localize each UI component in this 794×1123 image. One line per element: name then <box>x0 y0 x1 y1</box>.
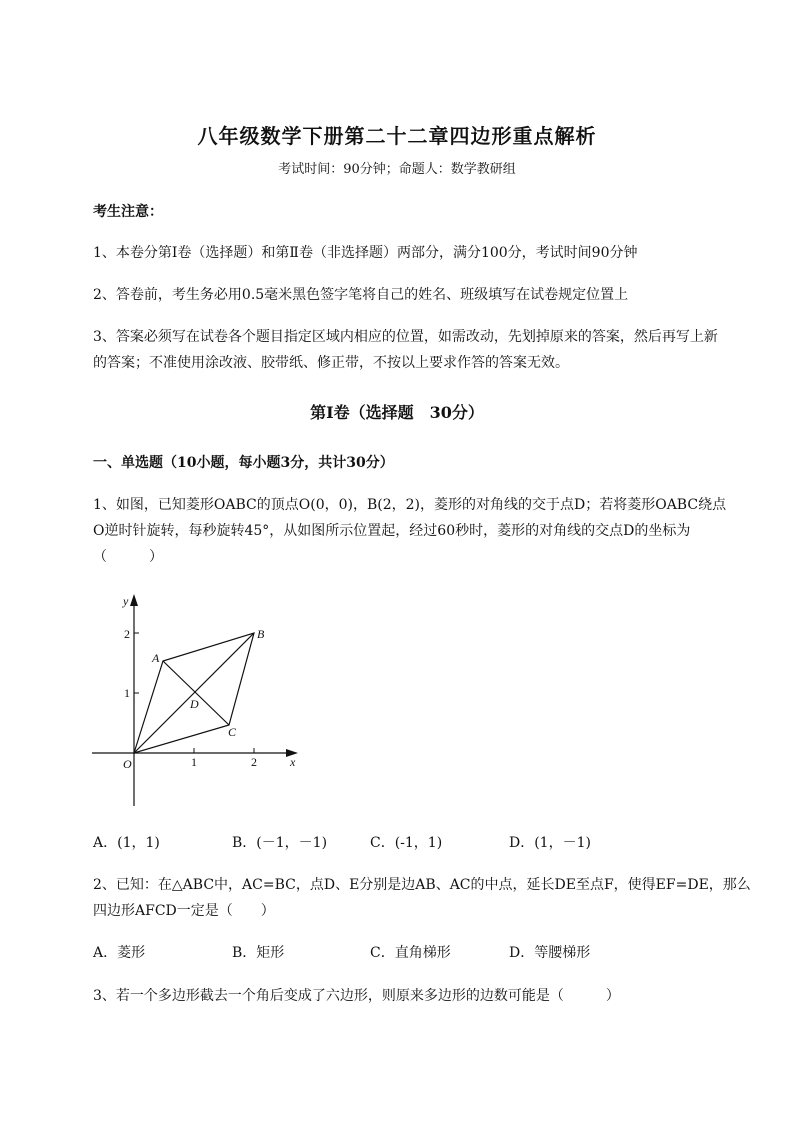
q2-line-1: 2、已知：在△ABC中，AC=BC，点D、E分别是边AB、AC的中点，延长DE至点F，使得EF=DE，那么 <box>93 877 751 893</box>
x-tick-label-2: 2 <box>251 755 257 769</box>
section-title: 第I卷（选择题 30分） <box>310 403 484 422</box>
notice-heading: 考生注意： <box>93 204 163 220</box>
exam-info: 考试时间：90分钟；命题人：数学教研组 <box>278 162 516 177</box>
part-heading: 一、单选题（10小题，每小题3分，共计30分） <box>93 455 394 471</box>
q3-line-1: 3、若一个多边形截去一个角后变成了六边形，则原来多边形的边数可能是（ ） <box>93 988 620 1004</box>
y-axis-label: y <box>123 594 129 608</box>
notice-item-1: 1、本卷分第I卷（选择题）和第Ⅱ卷（非选择题）两部分，满分100分，考试时间90分钟 <box>93 245 638 261</box>
q2-option-d[interactable]: D．等腰梯形 <box>509 945 591 961</box>
y-tick-label-2: 2 <box>124 627 130 641</box>
q1-line-1: 1、如图，已知菱形OABC的顶点O(0，0)，B(2，2)，菱形的对角线的交于点D；若将菱形OABC绕点 <box>93 497 727 513</box>
notice-item-3-cont: 的答案；不准使用涂改液、胶带纸、修正带，不按以上要求作答的答案无效。 <box>93 355 569 371</box>
q2-option-c[interactable]: C．直角梯形 <box>370 945 451 961</box>
point-b-label: B <box>257 627 265 641</box>
x-axis-label: x <box>290 755 296 769</box>
point-a-label: A <box>152 651 160 665</box>
q1-option-a[interactable]: A．(1，1) <box>93 835 160 851</box>
q1-line-3: （ ） <box>93 549 163 565</box>
q2-option-a[interactable]: A．菱形 <box>93 945 146 961</box>
y-tick-label-1: 1 <box>124 686 130 700</box>
q1-line-2: O逆时针旋转，每秒旋转45°，从如图所示位置起，经过60秒时，菱形的对角线的交点D的坐标为 <box>93 523 691 539</box>
notice-item-2: 2、答卷前，考生务必用0.5毫米黑色签字笔将自己的姓名、班级填写在试卷规定位置上 <box>93 287 629 303</box>
origin-label: O <box>123 757 132 771</box>
point-c-label: C <box>228 725 237 739</box>
point-d-label: D <box>190 697 199 711</box>
q2-line-2: 四边形AFCD一定是（ ） <box>93 903 275 919</box>
x-tick-label-1: 1 <box>191 755 197 769</box>
q1-option-b[interactable]: B．(－1，－1) <box>232 835 328 851</box>
page-title: 八年级数学下册第二十二章四边形重点解析 <box>197 124 597 148</box>
notice-item-3: 3、答案必须写在试卷各个题目指定区域内相应的位置，如需改动，先划掉原来的答案，然后再写上新 <box>93 329 718 345</box>
diagonal-ac <box>163 661 229 725</box>
q2-option-b[interactable]: B．矩形 <box>232 945 285 961</box>
rhombus-figure <box>90 588 310 810</box>
q1-option-c[interactable]: C．(-1，1) <box>370 835 443 851</box>
y-axis-arrow <box>130 594 138 606</box>
q1-option-d[interactable]: D．(1，－1) <box>509 835 591 851</box>
